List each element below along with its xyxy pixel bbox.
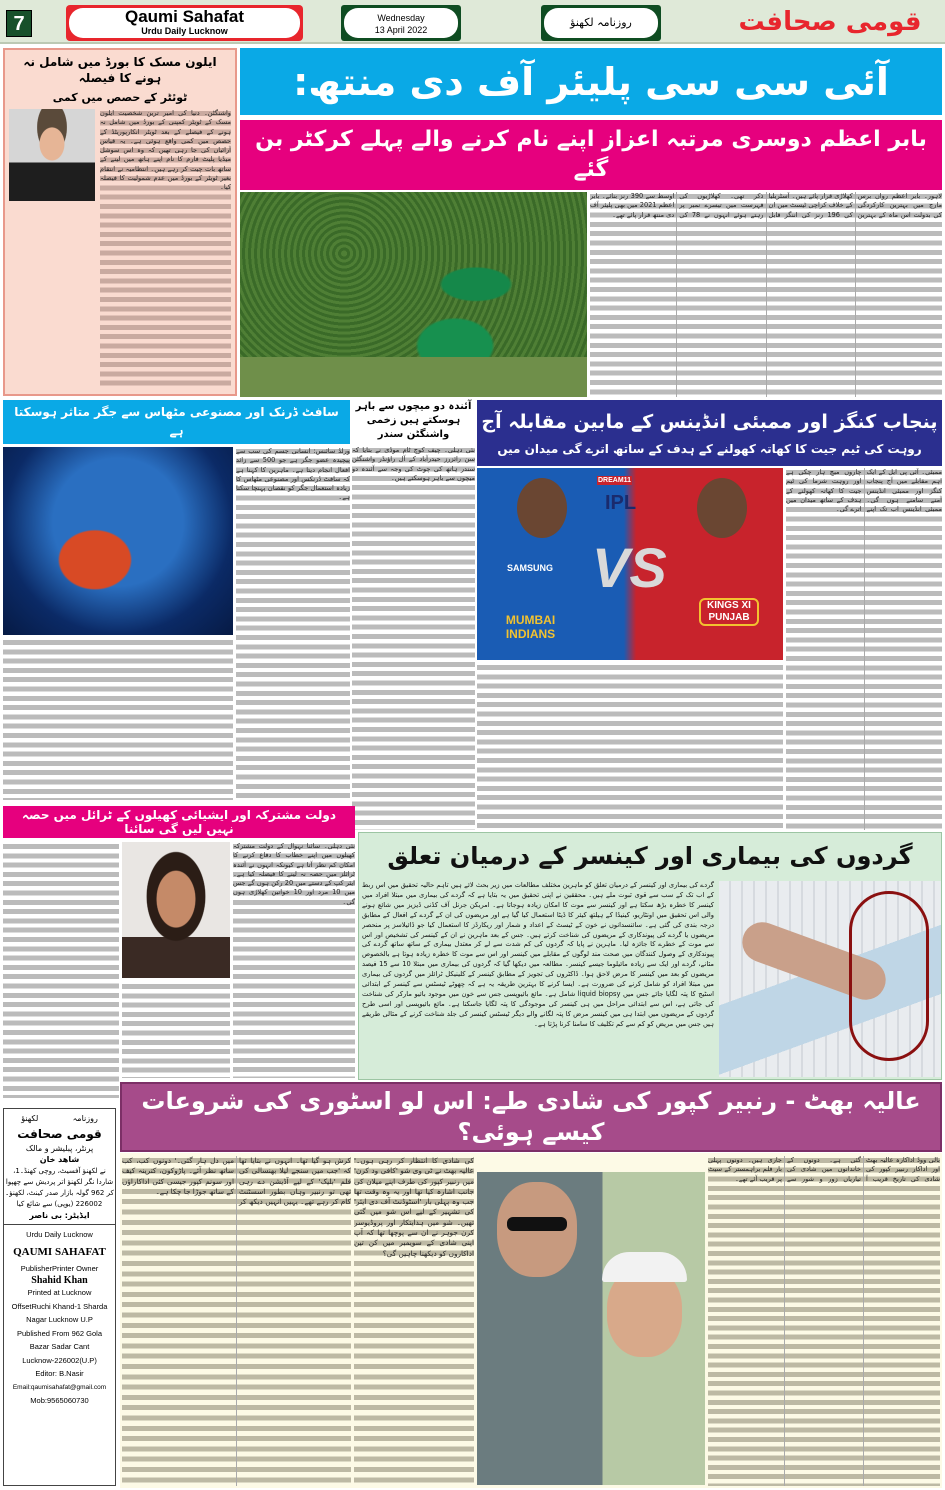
rohit-sharma-photo: [517, 478, 567, 538]
elon-article: [3, 48, 237, 396]
liver-body-continued: [3, 638, 233, 800]
elon-musk-photo: [9, 109, 95, 201]
cricket-pitch: [240, 357, 587, 397]
imprint-mobile: Mob:9565060730: [30, 1396, 89, 1405]
babar-azam-batting-photo: [240, 192, 587, 397]
white-cap: [602, 1252, 687, 1282]
page-number: 7: [6, 10, 32, 37]
ipl-headline: پنجاب کنگز اور ممبئی انڈینس کے مابین مقابلہ آج: [481, 411, 938, 433]
roznama-box: [541, 5, 661, 41]
imprint-box: [3, 1108, 116, 1486]
imprint-city: لکھنؤ: [21, 1114, 39, 1123]
imprint-line: Urdu Daily Lucknow: [26, 1230, 93, 1239]
alia-body-left: کرش ہو گیا تھا۔ انہوں نے بتایا تھا کہ 'جب میں سنجے لیلا بھنسالی کی فلم 'بلیک' کے لیے آڈیشن دے رہی تھی تو رنبیر وہاں بطور اسسٹنٹ کام کر رہے تھے۔ یہیں انہیں دیکھ کر میں دل ہار گئی۔' دونوں کب، کب ساتھ نظر آئے۔ پاڑوکون، کترینہ کیف اور سونم کپور جیسی کئی اداکاراؤں کے ساتھ جوڑا جا چکا ہے۔: [122, 1156, 351, 1486]
liver-body: ورلڈ سائنس: انسانی جسم کی سب سے پیچیدہ عضو جگر ہے جو 500 سے زائد افعال انجام دیتا ہے۔ ماہرین کا کہنا ہے کہ سافٹ ڈرنکس اور مصنوعی مٹھاس کا زیادہ استعمال جگر کو نقصان پہنچا سکتا ہے۔: [236, 447, 350, 800]
imprint-urdu-address: نے لکھنؤ آفسیٹ، روچی کھنڈ۔1، شاردا نگر لکھنؤ اتر پردیش سے چھپوا کر 962 گولہ بازار صدر کینٹ، لکھنؤ۔ 226002 (یوپی) سے شائع کیا: [5, 1166, 114, 1208]
imprint-line: Nagar Lucknow U.P: [26, 1315, 93, 1324]
liver-xray-image: [3, 447, 233, 635]
imprint-email: Email:qaumisahafat@gmail.com: [12, 1383, 107, 1391]
masthead-title: Qaumi Sahafat: [124, 7, 245, 26]
ipl-body-continued: [477, 663, 783, 830]
masthead-subtitle: Urdu Daily Lucknow: [141, 26, 228, 36]
imprint-line: Published From 962 Gola: [16, 1328, 103, 1338]
imprint-line: Editor: B.Nasir: [35, 1369, 84, 1378]
dialysis-photo: [719, 881, 941, 1077]
kidney-headline: گردوں کی بیماری اور کینسر کے درمیان تعلق: [387, 842, 913, 870]
imprint-line: Bazar Sadar Cant: [29, 1342, 90, 1351]
roznama-label: روزنامہ لکھنؤ: [544, 8, 658, 38]
saina-body-continued-2: [122, 982, 230, 1078]
sundar-headline: آئندہ دو میچوں سے باہر ہوسکتے ہیں زخمی واشنگٹن سندر: [355, 401, 472, 440]
saina-body: نئی دہلی۔ سائنا نہوال کے دولت مشترکہ کھیلوں میں اپنے خطاب کا دفاع کرنے کا امکان کم نظر آتا ہے کیونکہ انہوں نے آئندہ ٹرائلز میں حصہ نہ لینے کا فیصلہ کیا ہے۔ ایئر کپ کے دستے میں 20 رکن ہوں گے جس میں 10 مرد اور 10 خواتین کھلاڑی ہوں گی۔: [233, 842, 355, 1078]
icc-subheadline: بابر اعظم دوسری مرتبہ اعزاز اپنے نام کرنے والے پہلے کرکٹر بن گئے: [240, 120, 942, 190]
saina-headline: دولت مشترکہ اور ایشیائی کھیلوں کے ٹرائل میں حصہ نہیں لیں گی سائنا: [3, 806, 355, 838]
imprint-line: PublisherPrinter Owner: [20, 1263, 99, 1273]
alia-ranbir-photo: [477, 1172, 705, 1485]
samsung-text: SAMSUNG: [507, 563, 554, 573]
urdu-logo: قومی صحافت: [738, 7, 922, 37]
sundar-article: [352, 400, 475, 830]
kidney-article: [358, 832, 942, 1080]
blood-tubing: [849, 891, 929, 1061]
imprint-roznama: روزنامہ: [72, 1114, 98, 1123]
icc-headline: آئی سی سی پلیئر آف دی منتھ:: [240, 48, 942, 115]
masthead: [66, 5, 303, 41]
saina-body-continued: [3, 842, 119, 1098]
sunglasses-icon: [507, 1217, 567, 1231]
imprint-urdu-role: پرنٹر، پبلیشر و مالک: [25, 1143, 94, 1153]
kings-xi-punjab-logo-text: KINGS XI PUNJAB: [699, 598, 759, 626]
ipl-headline-box: [477, 400, 942, 466]
weekday: Wednesday: [377, 13, 425, 23]
kl-rahul-photo: [697, 478, 747, 538]
elon-headline: ایلون مسک کا بورڈ میں شامل نہ ہونے کا فیصلہ: [23, 55, 217, 85]
vs-text: VS: [592, 536, 667, 599]
icc-body: لاہور۔ بابر اعظم رواں برس مارچ میں بہترین کارکردگی کی بدولت اس ماہ کے بہترین کھلاڑی قرار پائے ہیں۔ آسٹریلیا کے خلاف کراچی ٹیسٹ میں ان کی 196 رنز کی اننگز قابل ذکر تھی۔ کھلاڑیوں کی فہرست میں تیسرے نمبر پر رہتے ہوئے انہوں نے 78 کی اوسط سے 390 رنز بنائے۔ بابر اعظم 2021 میں بھی پلیئر آف دی منتھ قرار پائے تھے۔: [590, 192, 942, 397]
sponsor-text: DREAM11: [598, 477, 632, 484]
alia-body-top-line: [477, 1156, 705, 1170]
imprint-line: OffsetRuchi Khand-1 Sharda: [11, 1301, 108, 1311]
liver-headline: سافٹ ڈرنک اور مصنوعی مٹھاس سے جگر متاثر ہوسکتا ہے: [3, 400, 350, 444]
kidney-body: گردے کی بیماری اور کینسر کے درمیان تعلق کو ماہرین مختلف مطالعات میں زیر بحث لائے ہیں تاہم حالیہ تحقیق میں اس ربط کے اب تک کے سب سے قوی ثبوت ملے ہیں۔ محققین نے اپنی تحقیق میں یہ بتایا ہے کہ گردے کی بیماری میں مبتلا افراد میں کینسر کا خطرہ بڑھ سکتا ہے اور کینسر سے موت کا امکان زیادہ ہوجاتا ہے۔ امریکن جرنل آف کڈنی ڈیزیز میں شائع ہونے والی اس تحقیق میں اونٹاریو، کینیڈا کے ہیلتھ کیئر کا ڈیٹا استعمال کیا گیا ہے اور مریضوں کی ان کے گردے کے افعال کے مطابق درجہ بندی کی گئی ہے۔ سائنسدانوں نے خون کے ٹیسٹ کے اعداد و شمار اور ریکارڈز کا استعمال کیا جو ڈائیلاسز پر منحصر مریضوں یا گردے کی پیوندکاری کے مریضوں کی شناخت کرتے ہیں۔ جس کے بعد ماہرین نے ان کے کینسر کی تشخیص اور اس سے موت کے خطرے کا جائزہ لیا۔ ماہرین نے پایا کہ گردوں کی کم شدت سے لے کر معتدل بیماری کے ساتھ ساتھ گردے کی پیوندکاری کے وصول کنندگان میں صحت مند لوگوں کے مقابلے میں کینسر اور اس سے موت کا خطرہ زیادہ ہوتا ہے بالخصوص مثانے، گردے اور ایک سے زیادہ مائیلوما جیسے کینسر۔ مطالعہ میں دیکھا گیا کہ گردوں کی بیماری میں مبتلا 10 سے 15 فیصد مریضوں کو بعد میں کینسر کا مرض لاحق ہوا۔ ڈاکٹروں کی تجویز کے مطابق کینسر کے کلینیکل ٹرائلز میں گردوں کی بیماری میں مبتلا افراد کو شامل کرنے کی ضرورت ہے۔ ایسا کرنے کا بہترین طریقہ یہ ہے کہ چھوٹے ٹیسٹس سے کینسر کے ابتدائی اسٹیج کا پتہ لگایا جائے جس میں liquid biopsy شامل ہے۔ مائع بائیوپسی جس سے خون میں موجود بائیو مارکر کی شناخت کی جاتی ہے، اس سے ابتدائی مراحل میں ہی کینسر کی موجودگی کا پتہ لگایا جاسکتا ہے۔ مائع بائیوپسی اور اسی طرح گردوں کے مریضوں میں ابتدا ہی میں کینسر مرض کا پتہ لگانے والے دیگر ٹیسٹس کینسر کی جلد شناخت کرنے کے مثالی طریقے ہیں جس میں مریض کو کم سے کم تکلیف کا سامنا کرنا پڑتا ہے۔: [362, 881, 714, 1028]
imprint-title-en: QAUMI SAHAFAT: [13, 1245, 106, 1258]
alia-body-mid: کی شادی کا انتظار کر رہی ہوں۔' عالیہ بھٹ نے ٹی وی شو 'کافی ود کرن' میں رنبیر کپور کی طرف اپنے میلان کی جانب اشارہ کیا تھا اور یہ وہ وقت تھا جب وہ پہلی بار 'اسٹوڈنٹ آف دی ایئر' کی تشہیر کے لیے اس شو میں گئی تھیں۔ شو میں ہدایتکار اور پروڈیوسر کرن جوہر نے ان سے پوچھا تھا کہ آپ اپنی شادی کے سویمبر میں کن تین اداکاروں کو دیکھنا چاہیں گی؟: [354, 1156, 474, 1486]
mumbai-indians-logo-text: MUMBAI INDIANS: [505, 613, 556, 641]
imprint-urdu-owner: شاھد خان: [39, 1155, 80, 1164]
alia-body-right: بالی ووڈ اداکارہ عالیہ بھٹ اور اداکار رنبیر کپور کی شادی کی تاریخ قریب آ گئی ہے۔ دونوں کے خاندانوں میں شادی کی تیاریاں زور و شور سے جاری ہیں۔ دونوں پہلی بار فلم براہمستر کے سیٹ پر قریب آئے تھے۔: [708, 1156, 940, 1486]
saina-nehwal-photo: [122, 842, 230, 978]
elon-body: واشنگٹن۔ دنیا کی امیر ترین شخصیت ایلون مسک کے ٹویٹر کمپنی کے بورڈ میں شامل نہ ہونے کے فیصلے کے بعد ٹویٹر انکارپوریٹڈ کے حصص میں کمی واقع ہوئی ہے۔ یہ قیاس آرائیاں کی جا رہی تھیں کہ وہ اس سوشل میڈیا پلیٹ فارم کا نام اپنے ہاتھ میں لینے کے ساتھ بات چیت کر رہے ہیں۔ انتظامیہ نے انتقام بغیر ٹویٹر کے بورڈ میں عدم شمولیت کا فیصلہ کیا۔: [100, 109, 231, 390]
ipl-body: ممبئی۔ آئی پی ایل کے ایک اہم مقابلے میں آج پنجاب کنگز اور ممبئی انڈینس آمنے سامنے ہوں گی۔ ممبئی انڈینس اب تک اپنے چاروں میچ ہار چکی ہے اور روہت شرما کی ٹیم جیت کا کھاتہ کھولنے کے ہدف کے ساتھ میدان میں اترے گی۔: [786, 468, 942, 830]
imprint-owner-en: Shahid Khan: [31, 1275, 88, 1286]
imprint-urdu-editor: ایڈیٹر: بی ناصر: [4, 1210, 115, 1226]
imprint-line: Printed at Lucknow: [27, 1288, 92, 1297]
ipl-subheadline: روہت کی ٹیم جیت کا کھاتہ کھولنے کے ہدف کے ساتھ اترے گی میدان میں: [497, 442, 922, 456]
alia-headline: عالیہ بھٹ - رنبیر کپور کی شادی طے: اس لو اسٹوری کی شروعات کیسے ہوئی؟: [120, 1082, 942, 1152]
date-box: [341, 5, 461, 41]
imprint-urdu-title: قومی صحافت: [17, 1126, 102, 1141]
ipl-logo-text: IPL: [605, 492, 637, 514]
sundar-body: نئی دہلی۔ چیف کوچ ٹام موڈی نے بتایا کہ سن رائزرز حیدرآباد کے آل راؤنڈر واشنگٹن سندر ہاتھ کی چوٹ کی وجہ سے آئندہ دو میچوں سے باہر ہوسکتے ہیں۔: [352, 446, 475, 830]
elon-subhead: ٹوئٹر کے حصص میں کمی: [52, 91, 188, 104]
imprint-line: Lucknow-226002(U.P): [22, 1355, 97, 1365]
ipl-mi-vs-pbks-image: [477, 468, 783, 660]
date: 13 April 2022: [374, 25, 428, 35]
